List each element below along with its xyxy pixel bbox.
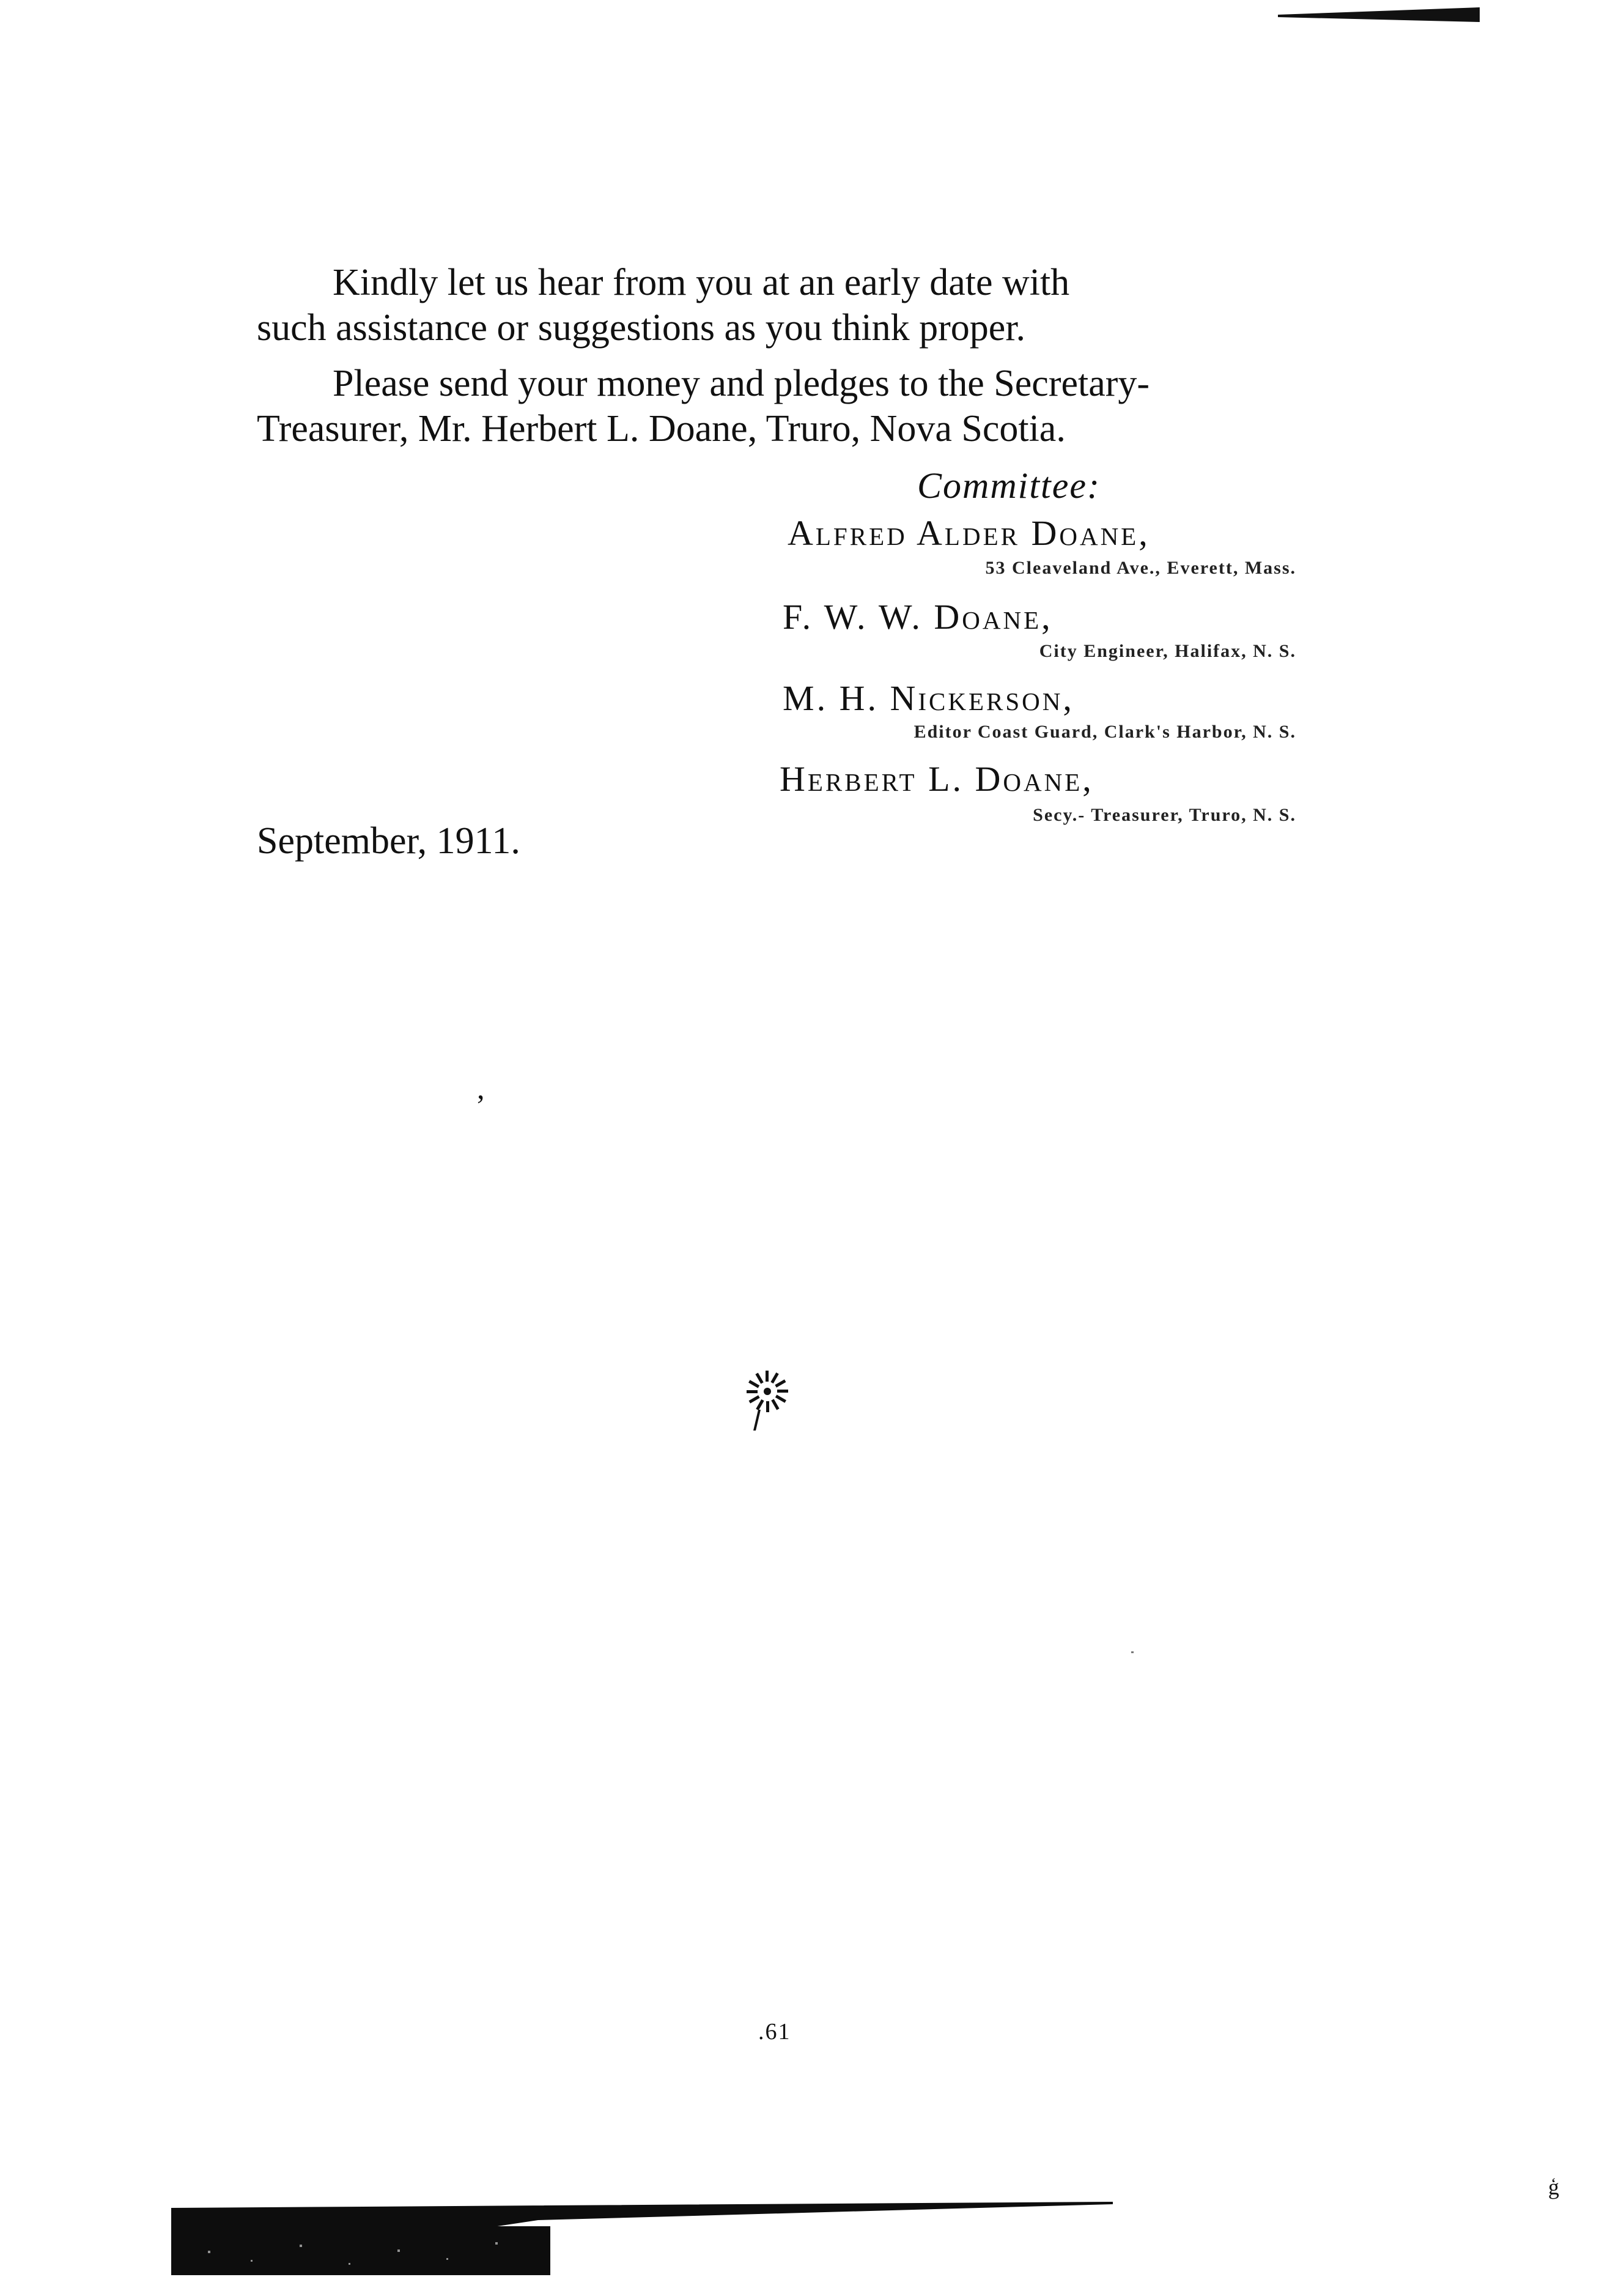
- committee-member-detail: Secy.- Treasurer, Truro, N. S.: [1033, 805, 1296, 825]
- paragraph-line: Please send your money and pledges to the Secretary-: [333, 363, 1150, 404]
- speck: [1131, 1651, 1134, 1653]
- committee-member-detail: 53 Cleaveland Ave., Everett, Mass.: [985, 558, 1296, 578]
- dateline: September, 1911.: [257, 820, 520, 862]
- scan-border-top: [1278, 6, 1480, 22]
- flower-ornament-icon: [734, 1361, 801, 1434]
- committee-member-detail: Editor Coast Guard, Clark's Harbor, N. S.: [914, 722, 1296, 742]
- committee-member-name: Herbert L. Doane,: [780, 759, 1094, 799]
- paragraph-line: Kindly let us hear from you at an early date with: [333, 262, 1070, 303]
- committee-member-name: F. W. W. Doane,: [783, 597, 1053, 637]
- paragraph-line: such assistance or suggestions as you think proper.: [257, 307, 1026, 349]
- scan-border-bottom: [171, 2202, 1113, 2275]
- committee-member-name: M. H. Nickerson,: [783, 678, 1074, 718]
- committee-member-name: Alfred Alder Doane,: [788, 513, 1150, 553]
- page-number: .61: [758, 2019, 791, 2045]
- paragraph-request-assistance: [257, 260, 1296, 350]
- edge-mark: ģ: [1548, 2175, 1559, 2199]
- stray-mark: ,: [477, 1071, 485, 1105]
- committee-heading: Committee:: [917, 465, 1101, 506]
- committee-member-detail: City Engineer, Halifax, N. S.: [1039, 641, 1296, 661]
- paragraph-send-pledges: [257, 361, 1296, 451]
- paragraph-line: Treasurer, Mr. Herbert L. Doane, Truro, Nova Scotia.: [257, 408, 1066, 450]
